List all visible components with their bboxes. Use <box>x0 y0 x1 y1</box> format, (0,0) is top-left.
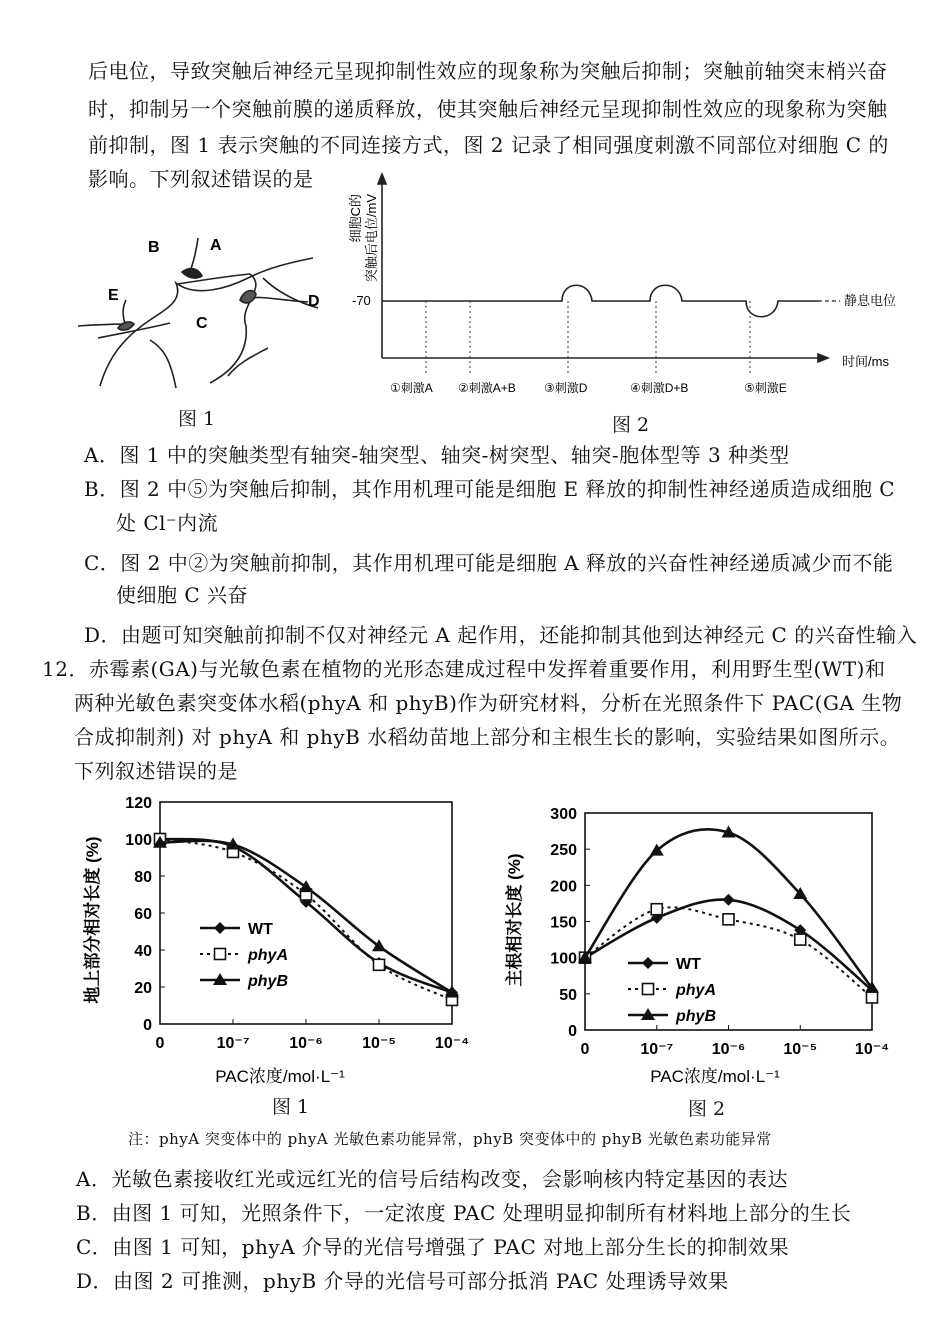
q12-note: 注：phyA 突变体中的 phyA 光敏色素功能异常，phyB 突变体中的 phyB 光敏色素功能异常 <box>128 1130 772 1148</box>
x-tick-label: 10⁻⁷ <box>216 1035 250 1052</box>
x-tick-label: 10⁻⁵ <box>783 1041 818 1058</box>
q12-chart-1 <box>70 790 470 1090</box>
series-point-phyA <box>651 904 662 915</box>
stim-1: ①刺激A <box>390 381 433 395</box>
y-tick-label: 0 <box>568 1023 577 1040</box>
legend-label-WT: WT <box>676 956 701 973</box>
plot-frame <box>160 802 452 1024</box>
series-line-WT <box>160 839 452 993</box>
legend-marker-phyA <box>643 984 654 995</box>
series-point-WT <box>723 894 735 906</box>
chart1-caption: 图 1 <box>272 1096 310 1118</box>
fig2-ytick: -70 <box>352 293 371 308</box>
chart2-ylabel: 主根相对长度 (%) <box>505 853 524 987</box>
q12-chart-2 <box>500 795 920 1090</box>
stim-4: ④刺激D+B <box>630 381 689 395</box>
x-tick-label: 0 <box>155 1035 165 1052</box>
q11-fig2-caption: 图 2 <box>612 414 650 436</box>
q12-line-4: 下列叙述错误的是 <box>74 759 238 783</box>
y-tick-label: 60 <box>134 906 152 923</box>
q12-option-c: C．由图 1 可知，phyA 介导的光信号增强了 PAC 对地上部分生长的抑制效果 <box>76 1235 790 1259</box>
series-point-phyA <box>795 934 806 945</box>
intro-line-3: 前抑制，图 1 表示突触的不同连接方式，图 2 记录了相同强度刺激不同部位对细胞 C 的 <box>88 133 889 157</box>
q12-option-a: A．光敏色素接收红光或远红光的信号后结构改变，会影响核内特定基因的表达 <box>76 1167 788 1191</box>
q11-option-a: A．图 1 中的突触类型有轴突-轴突型、轴突-树突型、轴突-胞体型等 3 种类型 <box>84 443 790 467</box>
q11-option-c: C．图 2 中②为突触前抑制，其作用机理可能是细胞 A 释放的兴奋性神经递质减少而不能 <box>84 551 894 575</box>
x-tick-label: 10⁻⁶ <box>711 1041 746 1058</box>
x-tick-label: 10⁻⁵ <box>362 1035 396 1052</box>
y-tick-label: 40 <box>134 943 152 960</box>
chart1-ylabel: 地上部分相对长度 (%) <box>83 836 102 1004</box>
q11-option-b: B．图 2 中⑤为突触后抑制，其作用机理可能是细胞 E 释放的抑制性神经递质造成细胞 C <box>84 477 896 501</box>
intro-line-2: 时，抑制另一个突触前膜的递质释放，使其突触后神经元呈现抑制性效应的现象称为突触 <box>88 97 888 121</box>
q11-option-c-cont: 使细胞 C 兴奋 <box>116 583 249 607</box>
x-tick-label: 10⁻⁴ <box>434 1035 470 1052</box>
series-point-phyA <box>723 914 734 925</box>
legend-label-phyB: phyB <box>248 973 288 990</box>
y-tick-label: 120 <box>125 795 152 812</box>
q12-line-1: 12．赤霉素(GA)与光敏色素在植物的光形态建成过程中发挥着重要作用，利用野生型(WT)和 <box>42 657 886 681</box>
x-tick-label: 10⁻⁷ <box>640 1041 674 1058</box>
neuron-label-e: E <box>108 287 119 304</box>
chart2-xlabel: PAC浓度/mol·L⁻¹ <box>650 1067 780 1086</box>
intro-line-4: 影响。下列叙述错误的是 <box>88 167 314 191</box>
intro-line-1: 后电位，导致突触后神经元呈现抑制性效应的现象称为突触后抑制；突触前轴突末梢兴奋 <box>88 59 888 83</box>
series-point-phyA <box>374 959 385 970</box>
q11-fig1-caption: 图 1 <box>178 408 216 430</box>
x-tick-label: 10⁻⁶ <box>289 1035 323 1052</box>
stim-2: ②刺激A+B <box>458 381 516 395</box>
chart2-caption: 图 2 <box>688 1098 726 1120</box>
y-tick-label: 50 <box>559 986 577 1004</box>
series-point-phyB <box>299 880 313 892</box>
neuron-label-c: C <box>196 315 208 332</box>
chart1-xlabel: PAC浓度/mol·L⁻¹ <box>215 1067 345 1086</box>
q12-option-d: D．由图 2 可推测，phyB 介导的光信号可部分抵消 PAC 处理诱导效果 <box>76 1269 729 1293</box>
series-line-phyB <box>160 841 452 993</box>
y-tick-label: 300 <box>550 806 577 823</box>
q11-option-d: D．由题可知突触前抑制不仅对神经元 A 起作用，还能抑制其他到达神经元 C 的兴奋性输入 <box>84 623 918 647</box>
legend-label-phyB: phyB <box>676 1008 716 1025</box>
y-tick-label: 80 <box>134 869 152 886</box>
fig2-ylabel-2: 突触后电位/mV <box>364 194 379 283</box>
y-tick-label: 100 <box>125 832 152 849</box>
q11-figure-2 <box>340 170 920 410</box>
q12-line-3: 合成抑制剂) 对 phyA 和 phyB 水稻幼苗地上部分和主根生长的影响，实验结果如图所示。 <box>74 725 901 749</box>
legend-marker-WT <box>642 957 654 969</box>
neuron-label-b: B <box>148 239 160 256</box>
legend-label-phyA: phyA <box>248 947 288 964</box>
x-tick-label: 10⁻⁴ <box>854 1041 890 1058</box>
stim-3: ③刺激D <box>544 381 588 395</box>
stim-5: ⑤刺激E <box>744 381 787 395</box>
fig2-ylabel-1: 细胞C的 <box>348 194 363 243</box>
y-tick-label: 150 <box>550 914 577 932</box>
fig2-rest-label: 静息电位 <box>844 293 897 308</box>
neuron-label-a: A <box>210 237 222 254</box>
fig2-xlabel: 时间/ms <box>842 354 889 369</box>
y-tick-label: 100 <box>550 950 577 968</box>
legend-label-WT: WT <box>248 921 273 938</box>
y-tick-label: 0 <box>143 1017 152 1034</box>
q11-figure-1 <box>78 228 338 398</box>
legend-label-phyA: phyA <box>676 982 716 999</box>
y-tick-label: 200 <box>550 878 577 896</box>
series-point-phyA <box>867 992 878 1003</box>
y-tick-label: 250 <box>550 842 577 860</box>
x-tick-label: 0 <box>580 1041 590 1058</box>
y-tick-label: 20 <box>134 980 152 997</box>
q11-option-b-cont: 处 Cl⁻内流 <box>116 511 219 535</box>
legend-marker-phyA <box>215 949 226 960</box>
q12-option-b: B．由图 1 可知，光照条件下，一定浓度 PAC 处理明显抑制所有材料地上部分的生长 <box>76 1201 852 1225</box>
legend-marker-WT <box>214 922 226 934</box>
q12-line-2: 两种光敏色素突变体水稻(phyA 和 phyB)作为研究材料，分析在光照条件下 PAC(GA 生物 <box>74 691 903 715</box>
neuron-label-d: D <box>308 293 320 310</box>
